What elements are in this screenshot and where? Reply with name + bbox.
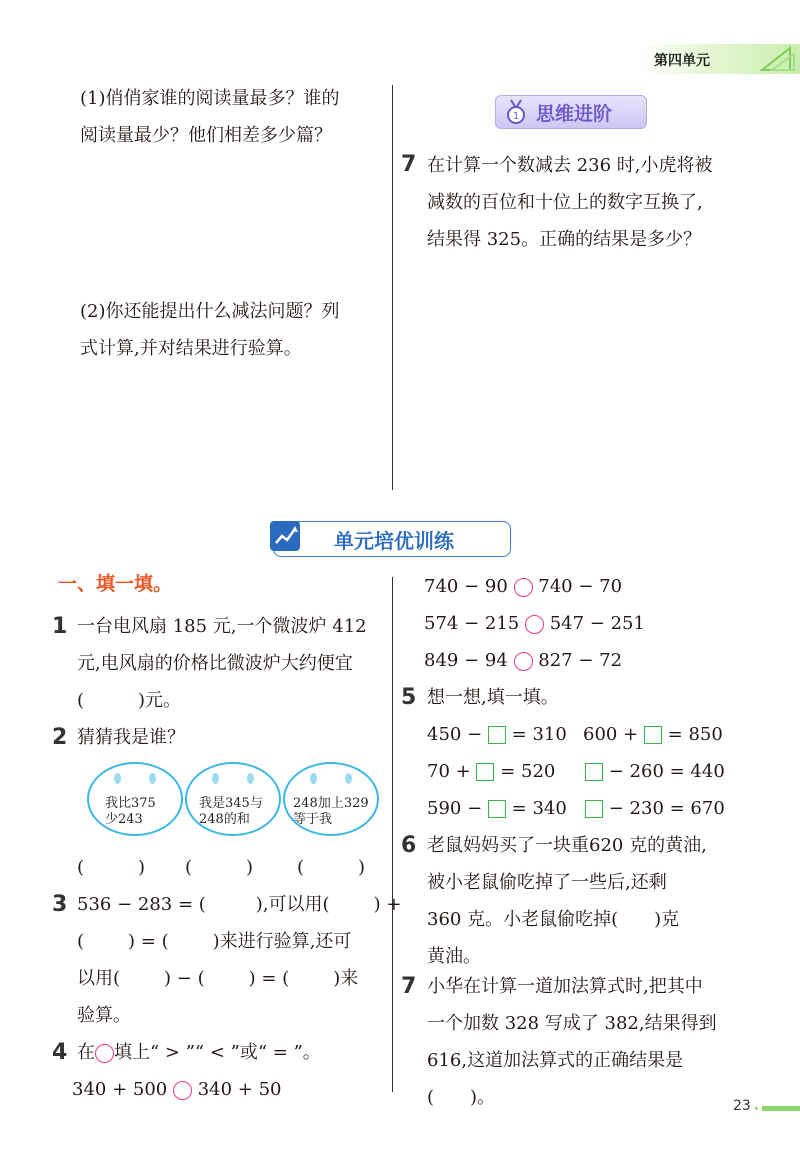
question-7-line3: 616,这道加法算式的正确结果是 <box>427 1050 684 1071</box>
column-divider-bottom <box>392 577 393 1092</box>
fill-row: 600 + = 850 <box>583 724 723 745</box>
triangle-ruler-icon <box>760 46 798 72</box>
page-dot <box>755 1107 758 1110</box>
answer-blank[interactable]: ( ) <box>77 857 146 878</box>
question-part-1-line2: 阅读量最少？他们相差多少篇？ <box>80 125 332 146</box>
compare-circle[interactable] <box>525 615 544 634</box>
compare-row: 340 + 500 340 + 50 <box>72 1079 282 1100</box>
question-number: 2 <box>52 725 68 750</box>
question-2-prompt: 猜猜我是谁？ <box>77 727 185 748</box>
fill-row: 590 − = 340 <box>427 798 567 819</box>
question-1-line1: 一台电风扇 185 元,一个微波炉 412 <box>77 616 367 637</box>
page-number: 23 <box>733 1098 751 1114</box>
question-3-line3: 以用( ) − ( ) = ( )来 <box>77 968 359 989</box>
face-3-text: 248加上329 等于我 <box>293 796 369 827</box>
question-4-prompt: 在 填上“ > ”“ < ”或“ = ”。 <box>77 1042 321 1063</box>
compare-circle[interactable] <box>514 652 533 671</box>
question-part-1 <box>80 80 340 154</box>
question-number: 6 <box>401 833 417 858</box>
question-3-line2: ( ) = ( )来进行验算,还可 <box>77 931 352 952</box>
question-7-line2: 一个加数 328 写成了 382,结果得到 <box>427 1013 717 1034</box>
question-6 <box>427 827 767 975</box>
question-number: 3 <box>52 892 68 917</box>
banner-title: 单元培优训练 <box>334 529 454 553</box>
unit-tab <box>640 44 800 74</box>
compare-row: 849 − 94 827 − 72 <box>424 650 623 671</box>
question-6-line3: 360 克。小老鼠偷吃掉( )克 <box>427 909 680 930</box>
question-6-line1: 老鼠妈妈买了一块重620 克的黄油, <box>427 835 707 856</box>
question-part-1-line1: (1)俏俏家谁的阅读量最多？谁的 <box>80 88 340 109</box>
question-6-line2: 被小老鼠偷吃掉了一些后,还剩 <box>427 872 667 893</box>
face-1-text: 我比375 少243 <box>105 796 156 827</box>
question-3-line4: 验算。 <box>77 1005 131 1026</box>
question-number: 7 <box>401 974 417 999</box>
question-7-line1: 小华在计算一道加法算式时,把其中 <box>427 976 703 997</box>
trend-chart-icon <box>268 517 308 557</box>
question-part-2-line1: (2)你还能提出什么减法问题？列 <box>80 301 340 322</box>
question-number: 7 <box>401 152 417 177</box>
fill-row: − 260 = 440 <box>585 753 725 790</box>
question-7 <box>427 968 767 1116</box>
page-accent-bar <box>762 1106 800 1111</box>
guess-face-1 <box>87 762 183 836</box>
column-divider-top <box>392 85 393 490</box>
question-number: 1 <box>52 614 68 639</box>
unit-training-banner <box>268 517 514 557</box>
question-6-line4: 黄油。 <box>427 946 481 967</box>
question-1 <box>77 608 367 719</box>
advanced-question-line1: 在计算一个数减去 236 时,小虎将被 <box>427 155 713 176</box>
fill-box[interactable] <box>476 763 494 781</box>
answer-blank[interactable]: ( ) <box>297 857 366 878</box>
unit-label: 第四单元 <box>654 53 710 69</box>
fill-box[interactable] <box>585 763 603 781</box>
fill-row: 70 + = 520 <box>427 761 556 782</box>
fill-box[interactable] <box>488 800 506 818</box>
fill-row: 450 − = 310 <box>427 724 567 745</box>
answer-blank[interactable]: ( ) <box>185 857 254 878</box>
compare-circle-icon <box>95 1044 114 1063</box>
question-5-prompt: 想一想,填一填。 <box>427 687 559 708</box>
advanced-question-line3: 结果得 325。正确的结果是多少？ <box>427 229 702 250</box>
advanced-question-line2: 减数的百位和十位上的数字互换了, <box>427 192 703 213</box>
fill-row: − 230 = 670 <box>585 790 725 827</box>
question-1-line3: ( )元。 <box>77 690 182 711</box>
fill-box[interactable] <box>585 800 603 818</box>
question-number: 5 <box>401 685 417 710</box>
question-1-line2: 元,电风扇的价格比微波炉大约便宜 <box>77 653 353 674</box>
question-3-line1: 536 − 283 = ( ),可以用( ) + <box>77 894 402 915</box>
badge-title: 思维进阶 <box>536 103 613 125</box>
question-part-2-line2: 式计算,并对结果进行验算。 <box>80 338 302 359</box>
guess-face-2 <box>185 762 281 836</box>
compare-row: 574 − 215 547 − 251 <box>424 613 645 634</box>
advanced-question-7 <box>427 147 767 258</box>
fill-box[interactable] <box>488 726 506 744</box>
compare-circle[interactable] <box>514 578 533 597</box>
question-part-2 <box>80 293 340 367</box>
fill-box[interactable] <box>644 726 662 744</box>
compare-circle[interactable] <box>173 1081 192 1100</box>
question-number: 4 <box>52 1040 68 1065</box>
medal-icon <box>503 99 529 125</box>
question-7-line4: ( )。 <box>427 1087 496 1108</box>
svg-text:1: 1 <box>512 111 520 122</box>
thinking-advance-badge <box>495 95 647 129</box>
face-2-text: 我是345与 248的和 <box>199 796 263 827</box>
compare-row: 740 − 90 740 − 70 <box>424 576 623 597</box>
section-heading: 一、填一填。 <box>58 573 173 595</box>
guess-face-3 <box>283 762 379 836</box>
